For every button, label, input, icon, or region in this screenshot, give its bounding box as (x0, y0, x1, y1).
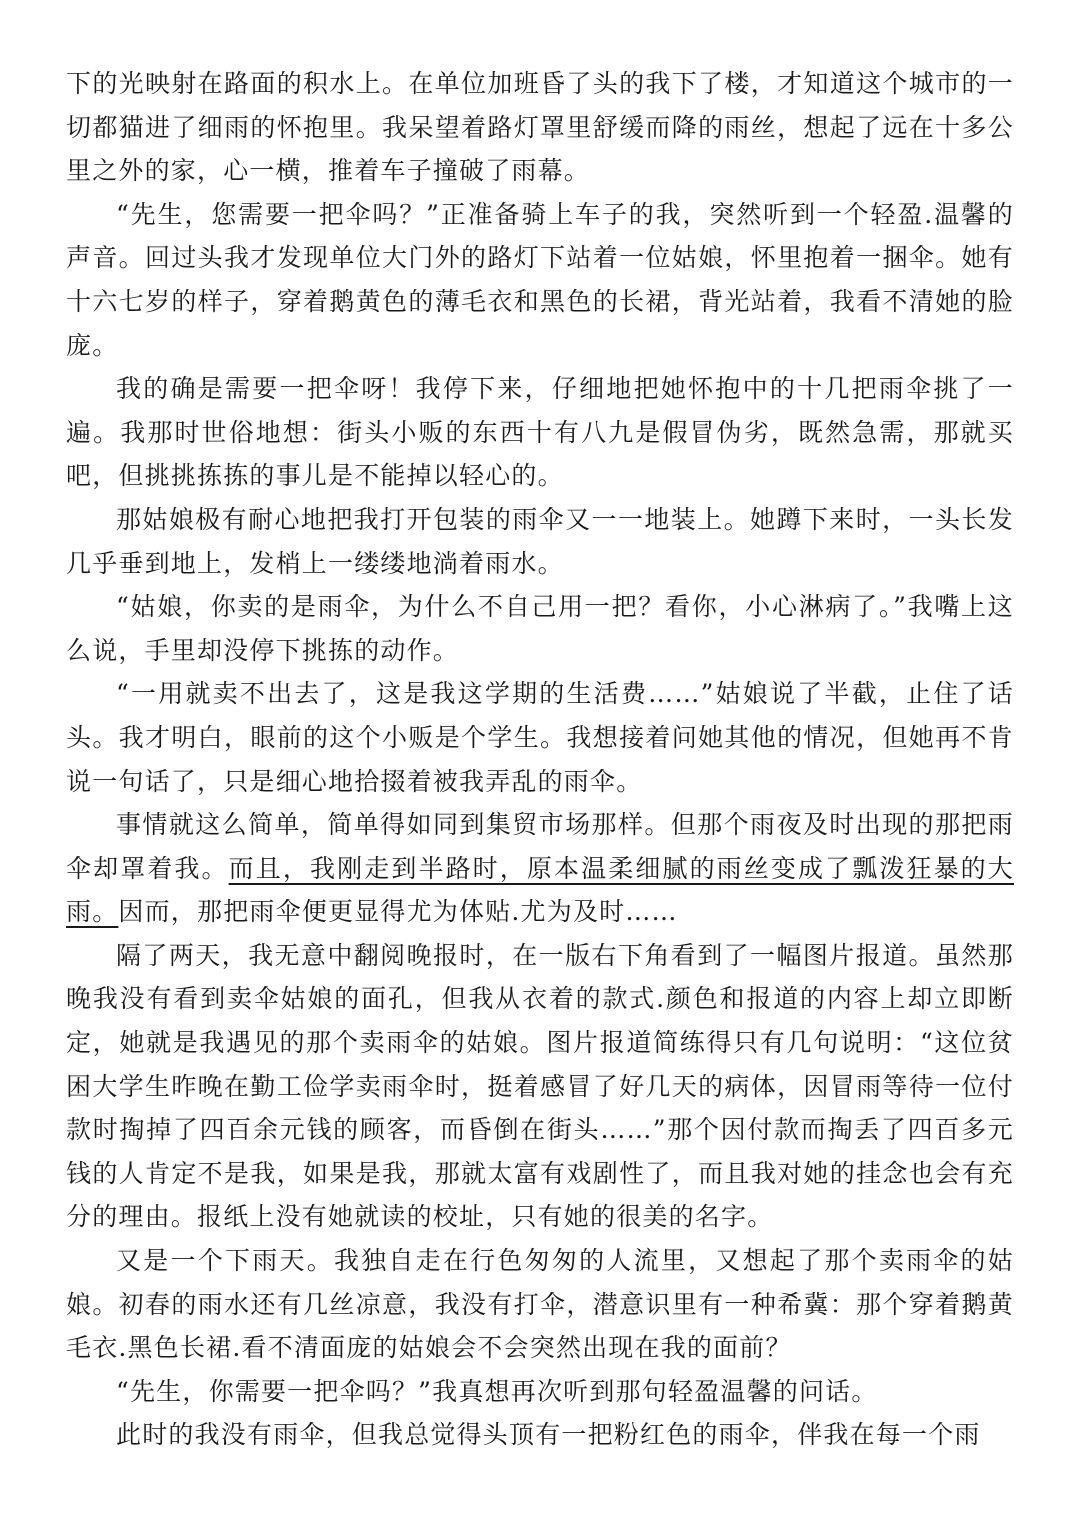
paragraph-9: 又是一个下雨天。我独自走在行色匆匆的人流里，又想起了那个卖雨伞的姑娘。初春的雨水还有几丝凉意，我没有打伞，潜意识里有一种希冀：那个穿着鹅黄毛衣.黑色长裙.看不清面庞的姑娘会不会突然出现在我的面前？ (66, 1246, 1014, 1363)
paragraph-11: 此时的我没有雨伞，但我总觉得头顶有一把粉红色的雨伞，伴我在每一个雨 (116, 1420, 981, 1450)
paragraph-3: 我的确是需要一把伞呀！我停下来，仔细地把她怀抱中的十几把雨伞挑了一遍。我那时世俗地想：街头小贩的东西十有八九是假冒伪劣，既然急需，那就买吧，但挑挑拣拣的事儿是不能掉以轻心的。 (66, 374, 1014, 491)
paragraph-4: 那姑娘极有耐心地把我打开包装的雨伞又一一地装上。她蹲下来时，一头长发几乎垂到地上，发梢上一缕缕地淌着雨水。 (66, 504, 1014, 578)
paragraph-1: 下的光映射在路面的积水上。在单位加班昏了头的我下了楼，才知道这个城市的一切都猫进了细雨的怀抱里。我呆望着路灯罩里舒缓而降的雨丝，想起了远在十多公里之外的家，心一横，推着车子撞破了雨幕。 (66, 69, 1014, 186)
underlined-sentence: 而且，我刚走到半路时，原本温柔细腻的雨丝变成了瓢泼狂暴的大雨。 (66, 853, 1014, 927)
paragraph-2: “先生，您需要一把伞吗？”正准备骑上车子的我，突然听到一个轻盈.温馨的声音。回过头我才发现单位大门外的路灯下站着一位姑娘，怀里抱着一捆伞。她有十六七岁的样子，穿着鹅黄色的薄毛衣和黑色的长裙，背光站着，我看不清她的脸庞。 (66, 199, 1014, 360)
paragraph-7 (66, 803, 1014, 934)
paragraph-10: “先生，你需要一把伞吗？”我真想再次听到那句轻盈温馨的问话。 (116, 1376, 878, 1406)
paragraph-6: “一用就卖不出去了，这是我这学期的生活费……”姑娘说了半截，止住了话头。我才明白，眼前的这个小贩是个学生。我想接着问她其他的情况，但她再不肯说一句话了，只是细心地拾掇着被我弄乱的雨伞。 (66, 679, 1014, 796)
paragraph-7-before: 事情就这么简单，简单得如同到集贸市场那样。但那个雨夜及时出现的那把雨伞却罩着我。 (66, 810, 1014, 883)
paragraph-7-after: 因而，那把雨伞便更显得尤为体贴.尤为及时…… (118, 897, 678, 927)
paragraph-8: 隔了两天，我无意中翻阅晚报时，在一版右下角看到了一幅图片报道。虽然那晚我没有看到卖伞姑娘的面孔，但我从衣着的款式.颜色和报道的内容上却立即断定，她就是我遇见的那个卖雨伞的姑娘。图片报道简练得只有几句说明：“这位贫困大学生昨晚在勤工俭学卖雨伞时，挺着感冒了好几天的病体，因冒雨等待一位付款时掏掉了四百余元钱的顾客，而昏倒在街头……”那个因付款而掏丢了四百多元钱的人肯定不是我，如果是我，那就太富有戏剧性了，而且我对她的挂念也会有充分的理由。报纸上没有她就读的校址，只有她的很美的名字。 (66, 940, 1014, 1232)
article-body (66, 62, 1014, 1457)
paragraph-5: “姑娘，你卖的是雨伞，为什么不自己用一把？看你，小心淋病了。”我嘴上这么说，手里却没停下挑拣的动作。 (66, 592, 1014, 665)
